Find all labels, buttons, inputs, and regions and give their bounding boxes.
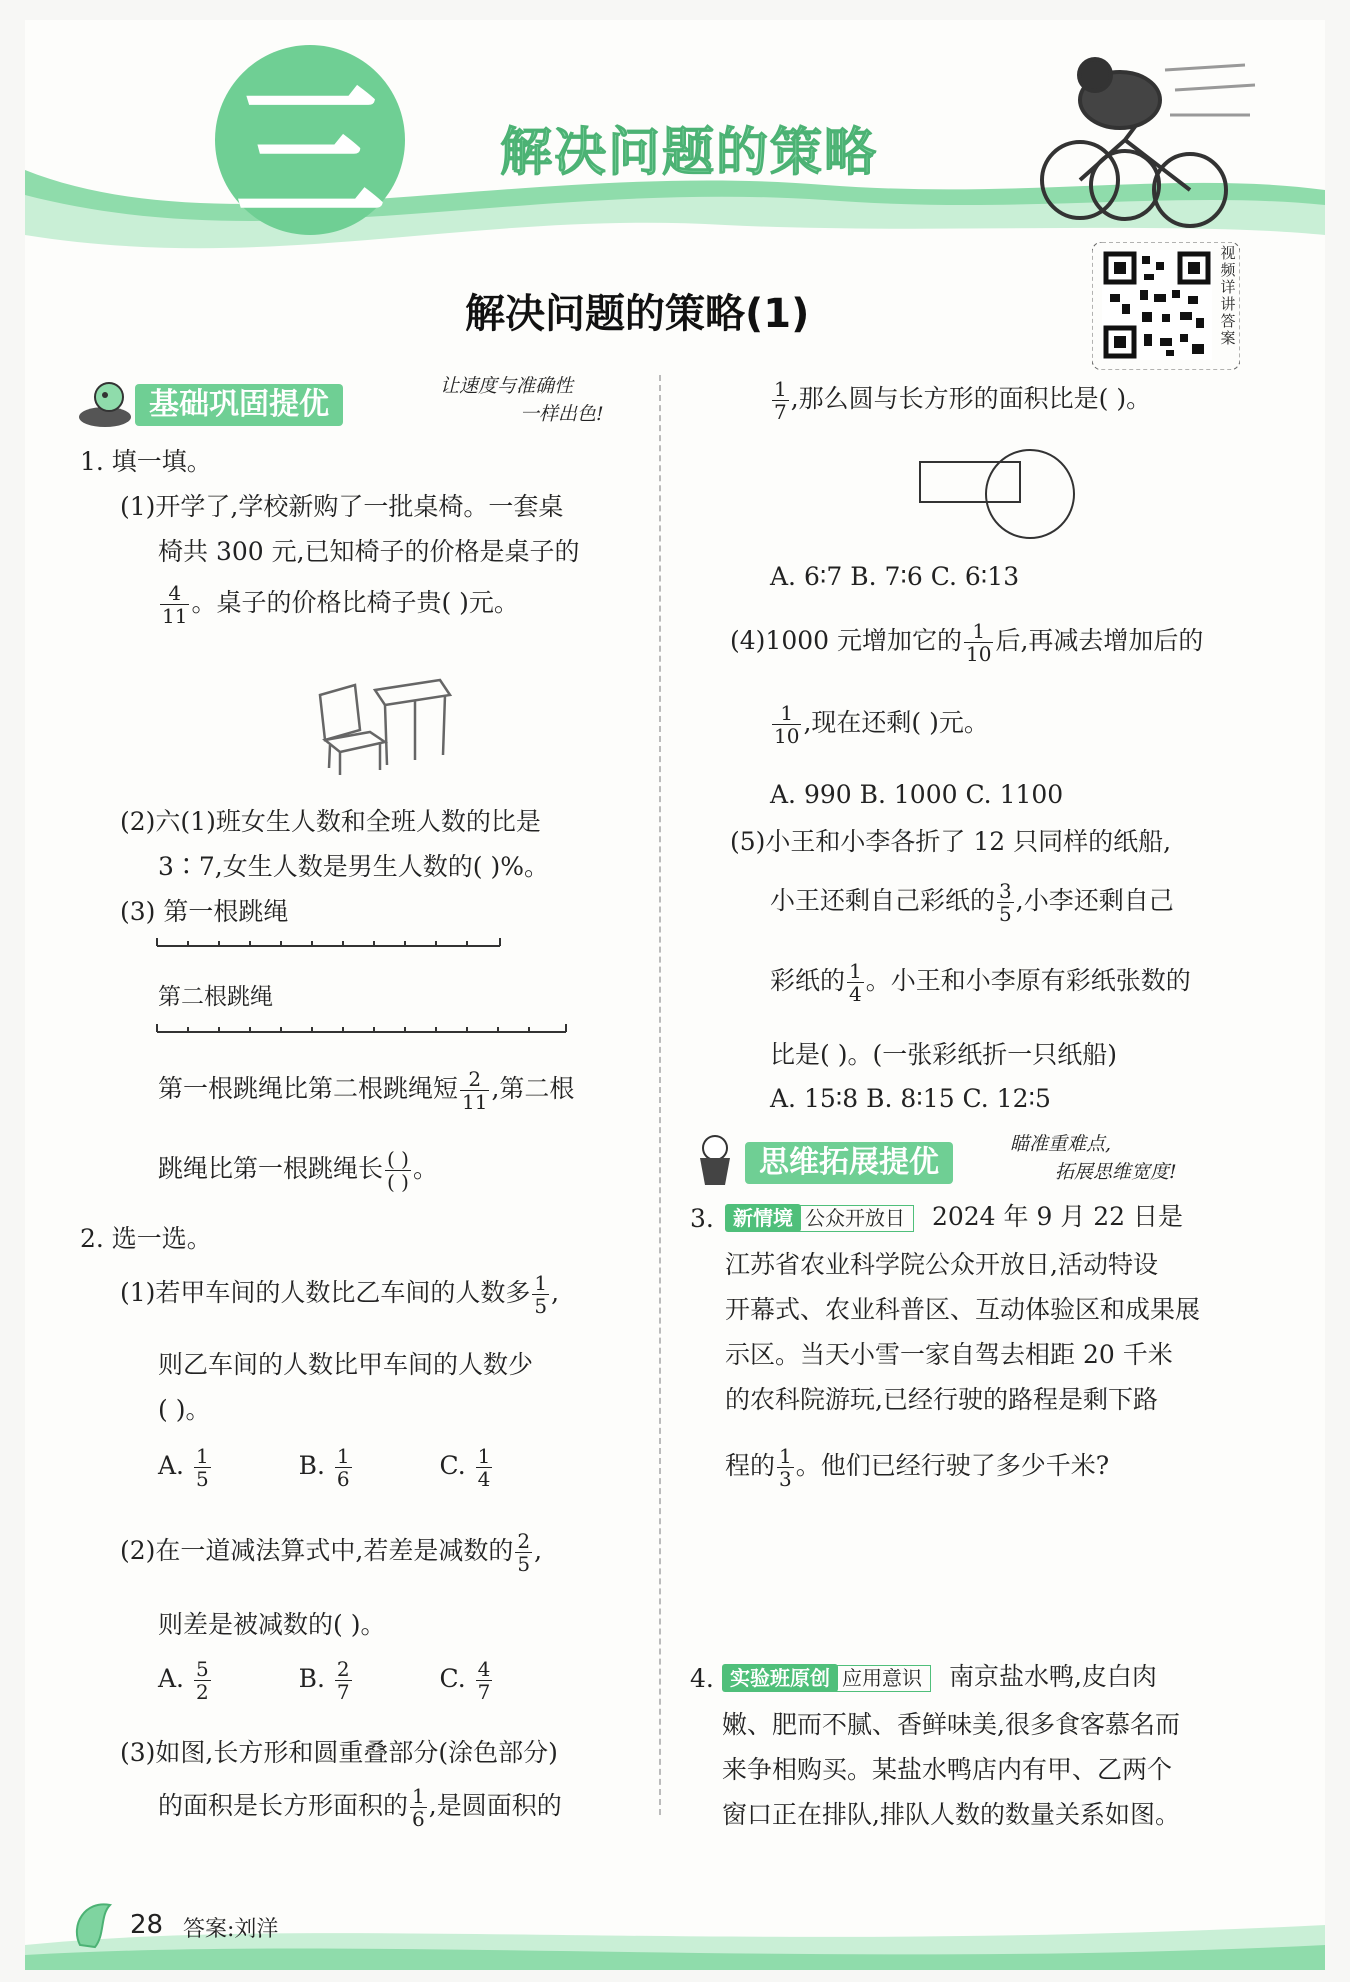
q2-p1-line3: ( )。 [158, 1395, 211, 1424]
q2-p5-line1: (5)小王和小李各折了 12 只同样的纸船, [730, 827, 1172, 856]
q3-line4: 示区。当天小雪一家自驾去相距 20 千米 [725, 1340, 1173, 1369]
section-extend-title: 思维拓展提优 [745, 1142, 953, 1184]
q3-answer-area[interactable] [725, 1500, 1305, 1650]
desk-chair-illustration [315, 670, 455, 780]
fraction: $\frac{4}{11}$ [162, 581, 188, 628]
q2-p3-line2: 的面积是长方形面积的 $\frac{1}{6}$ ,是圆面积的 [158, 1784, 562, 1831]
q1-p2-line2: 3∶7,女生人数是男生人数的( )%。 [158, 852, 549, 881]
q3-line2: 江苏省农业科学院公众开放日,活动特设 [725, 1250, 1158, 1279]
q4-line4: 窗口正在排队,排队人数的数量关系如图。 [722, 1800, 1180, 1829]
lab-class-badge: 实验班原创 [722, 1664, 838, 1692]
section-basic-title: 基础巩固提优 [135, 384, 343, 426]
mascot-icon [690, 1130, 740, 1190]
section-basic-header [65, 372, 655, 432]
q4-line2: 嫩、肥而不腻、香鲜味美,很多食客慕名而 [722, 1710, 1180, 1739]
q1-rope2-label: 第二根跳绳 [158, 984, 273, 1010]
new-context-badge: 新情境 [725, 1204, 801, 1232]
q2-heading: 2. 选一选。 [80, 1224, 212, 1253]
q2-p2-options[interactable]: A. $\frac{5}{2}$ B. $\frac{2}{7}$ C. $\frac{4}{7}$ [158, 1657, 491, 1704]
q1-p3-head: (3) 第一根跳绳 [120, 897, 289, 926]
q2-p5-options[interactable]: A. 15∶8 B. 8∶15 C. 12∶5 [770, 1084, 1051, 1113]
page-number: 28 [130, 1910, 164, 1940]
q2-p4-line1: (4)1000 元增加它的 $\frac{1}{10}$ 后,再减去增加后的 [730, 619, 1204, 666]
q2-p3-options[interactable]: A. 6∶7 B. 7∶6 C. 6∶13 [770, 562, 1020, 591]
lesson-title: 解决问题的策略(1) [465, 291, 810, 337]
q1-p1-line3: $\frac{4}{11}$ 。桌子的价格比椅子贵( )元。 [162, 581, 519, 628]
q1-p1-line1: (1)开学了,学校新购了一批桌椅。一套桌 [120, 492, 564, 521]
section-extend-slogan: 瞄准重难点, 拓展思维宽度! [1010, 1133, 1177, 1183]
q3-number: 3. [690, 1204, 714, 1233]
q2-p1-options[interactable]: A. $\frac{1}{5}$ B. $\frac{1}{6}$ C. $\frac{1}{4}$ [158, 1444, 491, 1491]
rectangle-circle-diagram [915, 442, 1115, 552]
workbook-page [25, 20, 1325, 1970]
q1-heading: 1. 填一填。 [80, 447, 212, 476]
q2-p1-line2: 则乙车间的人数比甲车间的人数少 [158, 1350, 534, 1379]
section-basic-slogan: 让速度与准确性 一样出色! [440, 375, 604, 425]
q2-p3-line3: $\frac{1}{7}$ ,那么圆与长方形的面积比是( )。 [774, 377, 1152, 424]
q4-subtag: 应用意识 [834, 1665, 931, 1692]
answer-credit: 答案:刘洋 [183, 1917, 279, 1942]
q1-p1-line2: 椅共 300 元,已知椅子的价格是桌子的 [158, 537, 580, 566]
q3-line5: 的农科院游玩,已经行驶的路程是剩下路 [725, 1385, 1158, 1414]
qr-label: 视频详讲答案 [1220, 244, 1236, 347]
q2-p4-options[interactable]: A. 990 B. 1000 C. 1100 [770, 780, 1064, 809]
q2-p3-line1: (3)如图,长方形和圆重叠部分(涂色部分) [120, 1738, 558, 1767]
q4-tag: 实验班原创 应用意识 南京盐水鸭,皮白肉 [722, 1660, 1157, 1694]
q2-p1-line1: (1)若甲车间的人数比乙车间的人数多 $\frac{1}{5}$ , [120, 1271, 560, 1318]
q2-p2-line1: (2)在一道减法算式中,若差是减数的 $\frac{2}{5}$ , [120, 1529, 543, 1576]
q2-p4-line2: $\frac{1}{10}$ ,现在还剩( )元。 [774, 701, 989, 748]
column-divider [659, 375, 661, 1815]
q2-p5-line3: 彩纸的 $\frac{1}{4}$ 。小王和小李原有彩纸张数的 [770, 959, 1191, 1006]
answer-blank-fraction[interactable]: $\frac{( )}{( )}$ [387, 1147, 409, 1194]
q1-p3-line1: 第一根跳绳比第二根跳绳短 $\frac{2}{11}$ ,第二根 [158, 1067, 575, 1114]
mascot-icon [75, 377, 135, 432]
rope2-diagram [155, 1018, 575, 1038]
q3-line6: 程的 $\frac{1}{3}$ 。他们已经行驶了多少千米? [725, 1444, 1110, 1491]
q2-p5-line2: 小王还剩自己彩纸的 $\frac{3}{5}$ ,小李还剩自己 [770, 879, 1174, 926]
q2-p2-line2: 则差是被减数的( )。 [158, 1610, 386, 1639]
section-extend-header [675, 1130, 1295, 1190]
rope1-diagram [155, 932, 505, 952]
q3-line3: 开幕式、农业科普区、互动体验区和成果展 [725, 1295, 1201, 1324]
q4-number: 4. [690, 1664, 714, 1693]
q3-tag: 新情境 公众开放日 2024 年 9 月 22 日是 [725, 1200, 1183, 1234]
q1-p2-line1: (2)六(1)班女生人数和全班人数的比是 [120, 807, 541, 836]
q1-p3-line2: 跳绳比第一根跳绳长 $\frac{( )}{( )}$ 。 [158, 1147, 438, 1194]
chapter-number: 三 [234, 68, 385, 242]
q3-subtag: 公众开放日 [797, 1205, 914, 1232]
q2-p5-line4: 比是( )。(一张彩纸折一只纸船) [770, 1040, 1117, 1069]
chapter-title: 解决问题的策略 [500, 123, 879, 183]
q4-line3: 来争相购买。某盐水鸭店内有甲、乙两个 [722, 1755, 1173, 1784]
